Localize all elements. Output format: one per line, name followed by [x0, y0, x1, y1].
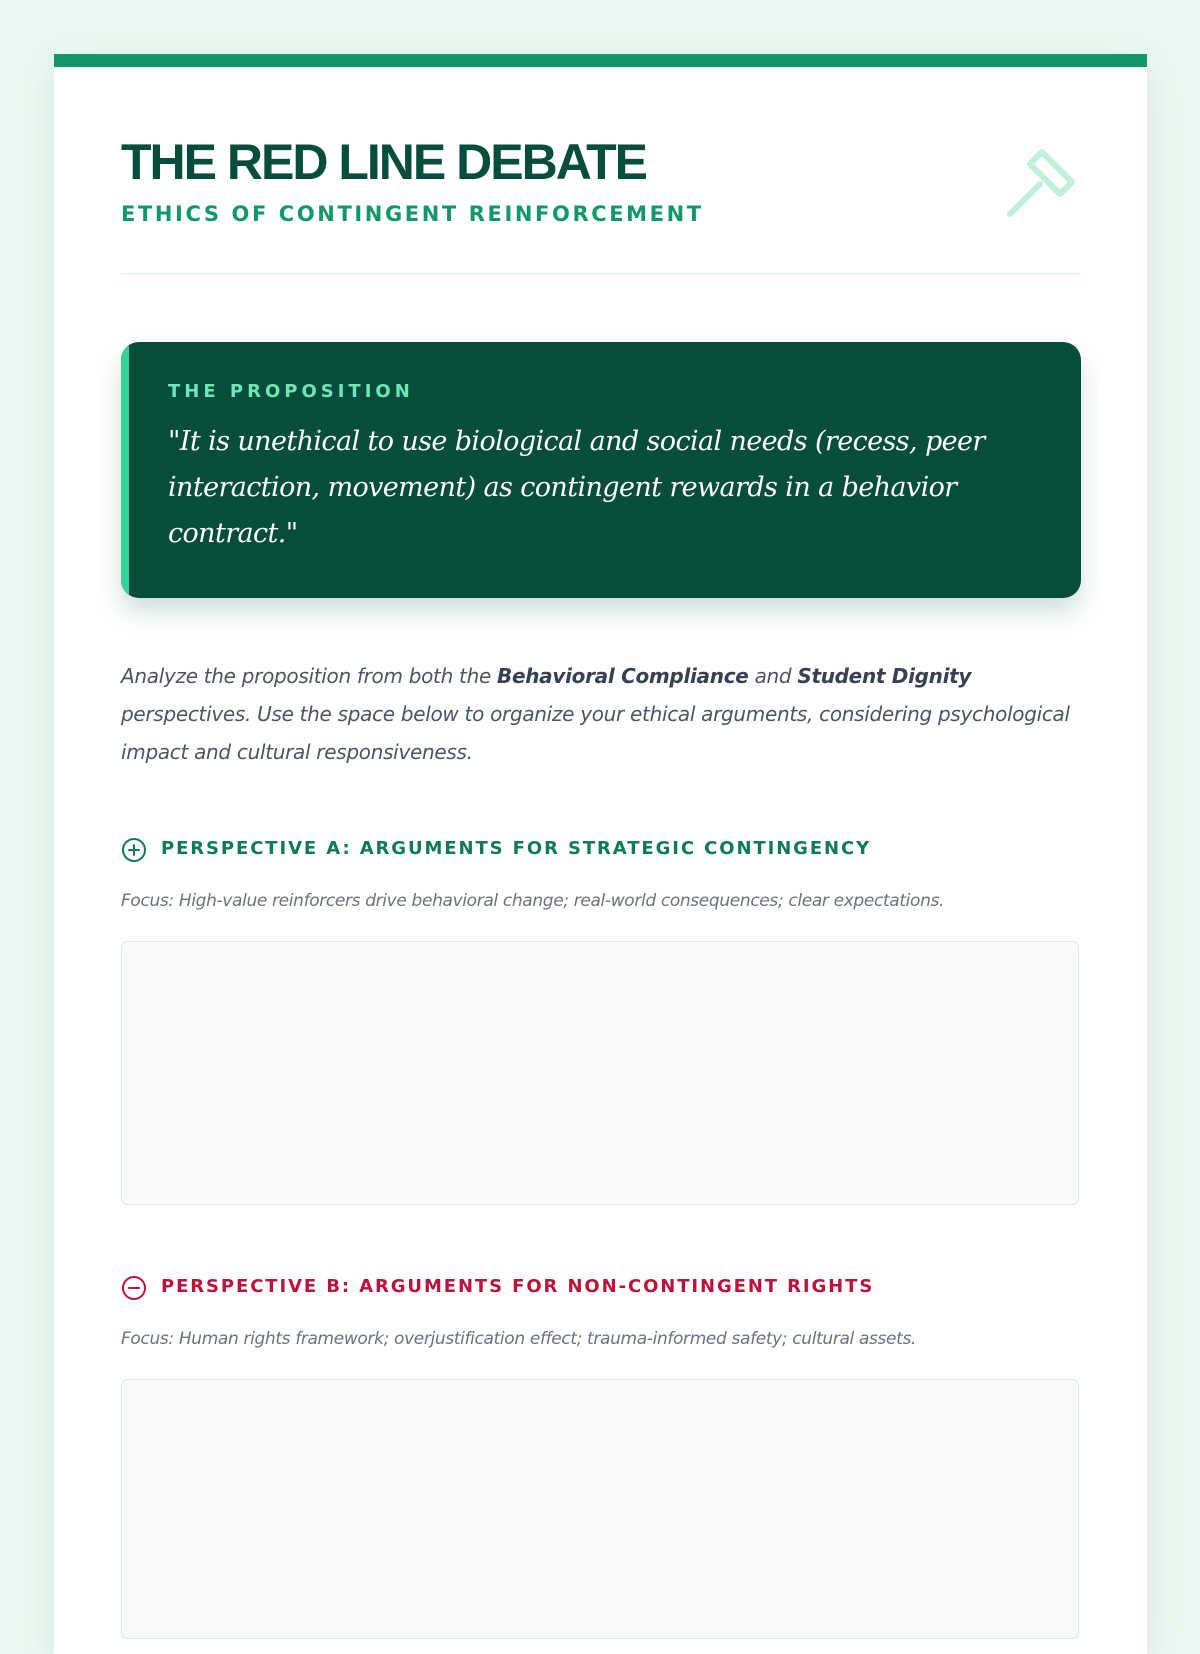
- perspective-a-focus: Focus: High-value reinforcers drive behavioral change; real-world consequences; clear expectations.: [121, 891, 945, 911]
- card-accent-bar: [54, 54, 1147, 67]
- proposition-quote: "It is unethical to use biological and social needs (recess, peer interaction, movement) as contingent rewards in a behavior contract.": [168, 426, 985, 549]
- header: [121, 134, 1081, 228]
- perspective-a-response-field[interactable]: [121, 941, 1079, 1205]
- page-title: THE RED LINE DEBATE: [121, 134, 646, 190]
- instructions-part-3: perspectives. Use the space below to organize your ethical arguments, considering psychological impact and cultural responsiveness.: [121, 702, 1070, 764]
- plus-circle-icon: [121, 837, 147, 863]
- proposition-card: [121, 342, 1081, 598]
- worksheet-card: [54, 54, 1147, 1654]
- proposition-accent-bar: [121, 342, 129, 598]
- instructions-bold-compliance: Behavioral Compliance: [497, 664, 749, 688]
- perspective-a-title: PERSPECTIVE A: ARGUMENTS FOR STRATEGIC CONTINGENCY: [161, 838, 872, 859]
- gavel-icon: [1002, 146, 1082, 226]
- instructions-part-2: and: [748, 664, 798, 688]
- perspective-b-response-field[interactable]: [121, 1379, 1079, 1639]
- perspective-a-heading: [121, 835, 1081, 863]
- perspective-b-title: PERSPECTIVE B: ARGUMENTS FOR NON-CONTINGENT RIGHTS: [161, 1276, 875, 1297]
- page-subtitle: ETHICS OF CONTINGENT REINFORCEMENT: [121, 202, 704, 226]
- perspective-b-focus: Focus: Human rights framework; overjustification effect; trauma-informed safety; cultural assets.: [121, 1329, 917, 1349]
- instructions-text: [121, 657, 1081, 771]
- perspective-b-heading: [121, 1273, 1081, 1301]
- proposition-label: THE PROPOSITION: [168, 381, 414, 402]
- minus-circle-icon: [121, 1275, 147, 1301]
- header-divider: [121, 273, 1081, 275]
- instructions-part-1: Analyze the proposition from both the: [121, 664, 498, 688]
- instructions-bold-dignity: Student Dignity: [797, 664, 972, 688]
